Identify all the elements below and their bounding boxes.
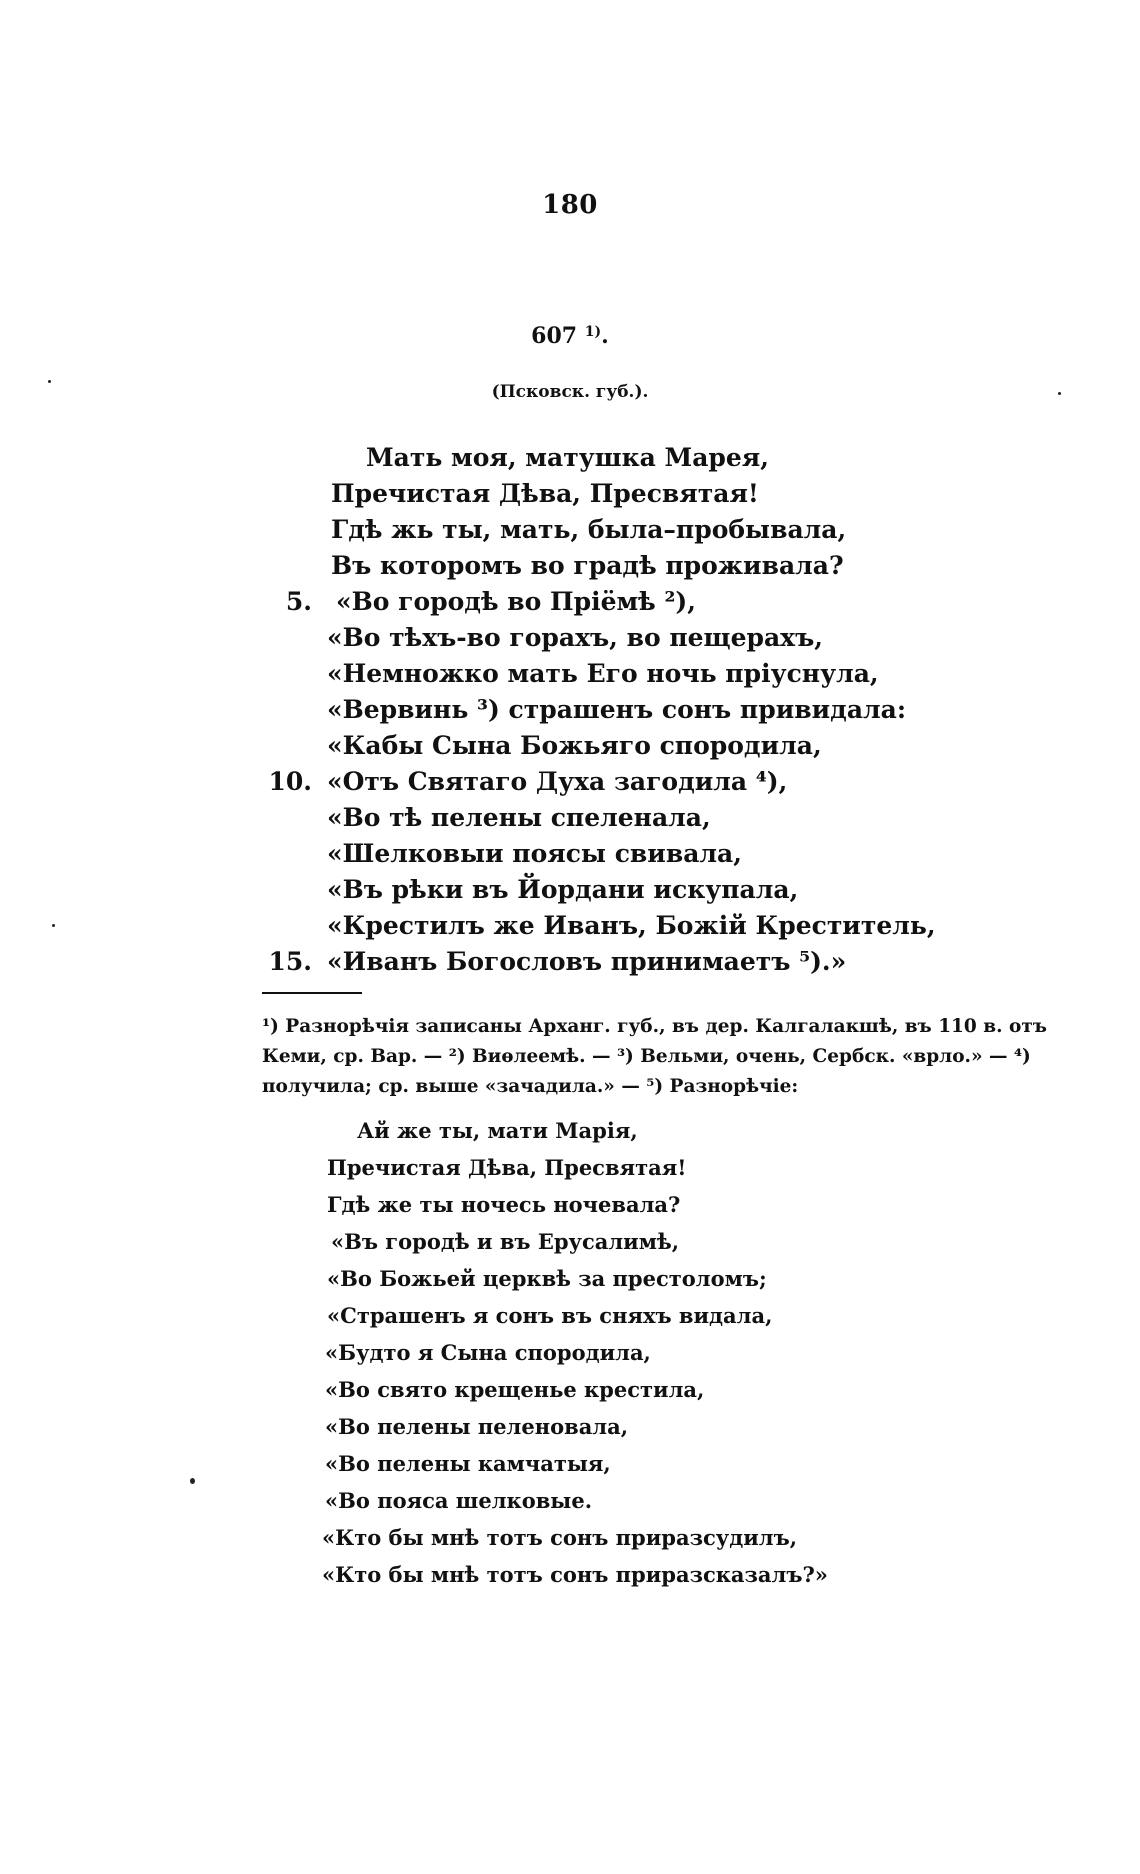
verse-line [0, 872, 1140, 908]
variant-text: «Во пелены пеленовала, [325, 1414, 629, 1439]
variant-line [0, 1297, 1140, 1334]
verse-text: «Въ рѣки въ Йордани искупала, [327, 875, 799, 904]
footnote-rule [262, 992, 362, 994]
verse-line [0, 944, 1140, 980]
speck-mark [1058, 392, 1061, 395]
song-note-ref: 1) [584, 324, 602, 340]
verse-text: «Кабы Сына Божьяго спородила, [327, 731, 822, 760]
variant-line [0, 1334, 1140, 1371]
verse-line [0, 692, 1140, 728]
verse-text: «Во тѣ пелены спеленала, [327, 803, 711, 832]
footnotes [262, 1012, 1072, 1102]
verse-text: «Немножко мать Его ночь пріуснула, [327, 659, 879, 688]
verse-line [0, 620, 1140, 656]
verse-line [0, 548, 1140, 584]
variant-text: «Во пояса шелковые. [325, 1488, 593, 1513]
song-verses [0, 440, 1140, 980]
footnote-line: Кеми, ср. Вар. — ²) Виѳлеемѣ. — ³) Вельми, очень, Сербск. «врло.» — ⁴) [262, 1046, 1031, 1067]
verse-text: «Иванъ Богословъ принимаетъ ⁵).» [327, 947, 847, 976]
variant-verses [0, 1112, 1140, 1593]
verse-line [0, 584, 1140, 620]
song-number: 607 $^{1)}$. [531, 323, 609, 349]
variant-text: «Кто бы мнѣ тотъ сонъ приразсказалъ?» [322, 1562, 828, 1587]
song-number-value: 607 [531, 323, 578, 349]
speck-mark [52, 924, 55, 927]
verse-text: Пречистая Дѣва, Пресвятая! [331, 479, 759, 508]
verse-text: «Вервинь ³) страшенъ сонъ привидала: [327, 695, 907, 724]
variant-line [0, 1556, 1140, 1593]
verse-number: 15. [268, 947, 312, 976]
variant-line [0, 1149, 1140, 1186]
verse-text: Гдѣ жь ты, мать, была–пробывала, [331, 515, 847, 544]
verse-line [0, 836, 1140, 872]
variant-line [0, 1482, 1140, 1519]
verse-line [0, 656, 1140, 692]
page-number: 180 [542, 190, 598, 220]
variant-text: «Въ городѣ и въ Ерусалимѣ, [331, 1229, 680, 1254]
verse-line [0, 908, 1140, 944]
verse-line [0, 764, 1140, 800]
verse-text: «Шелковыи поясы свивала, [327, 839, 742, 868]
footnote-line: ¹) Разнорѣчія записаны Арханг. губ., въ дер. Калгалакшѣ, въ 110 в. отъ [262, 1016, 1047, 1037]
speck-mark [190, 1478, 195, 1484]
footnote-line: получила; ср. выше «зачадила.» — ⁵) Разнорѣчіе: [262, 1076, 799, 1097]
verse-number: 5. [285, 587, 312, 616]
variant-text: «Страшенъ я сонъ въ сняхъ видала, [327, 1303, 773, 1328]
speck-mark [48, 380, 51, 383]
variant-text: «Во свято крещенье крестила, [325, 1377, 705, 1402]
verse-line [0, 440, 1140, 476]
verse-line [0, 728, 1140, 764]
song-source: (Псковск. губ.). [491, 382, 649, 402]
verse-text: «Во городѣ во Пріёмѣ ²), [336, 587, 696, 616]
variant-line [0, 1519, 1140, 1556]
variant-text: «Кто бы мнѣ тотъ сонъ приразсудилъ, [322, 1525, 798, 1550]
verse-text: «Крестилъ же Иванъ, Божій Креститель, [327, 911, 936, 940]
variant-line [0, 1445, 1140, 1482]
verse-text: Въ которомъ во градѣ проживала? [331, 551, 844, 580]
variant-text: Гдѣ же ты ночесь ночевала? [327, 1192, 681, 1217]
variant-line [0, 1186, 1140, 1223]
variant-line [0, 1223, 1140, 1260]
variant-line [0, 1112, 1140, 1149]
verse-number: 10. [268, 767, 312, 796]
verse-line [0, 800, 1140, 836]
verse-line [0, 476, 1140, 512]
variant-text: «Во Божьей церквѣ за престоломъ; [327, 1266, 767, 1291]
variant-line [0, 1371, 1140, 1408]
verse-text: «Отъ Святаго Духа загодила ⁴), [327, 767, 788, 796]
variant-text: «Будто я Сына спородила, [325, 1340, 651, 1365]
variant-line [0, 1260, 1140, 1297]
variant-text: Пречистая Дѣва, Пресвятая! [327, 1155, 687, 1180]
verse-text: «Во тѣхъ-во горахъ, во пещерахъ, [327, 623, 823, 652]
variant-text: «Во пелены камчатыя, [325, 1451, 611, 1476]
verse-text: Мать моя, матушка Марея, [366, 443, 769, 472]
variant-line [0, 1408, 1140, 1445]
verse-line [0, 512, 1140, 548]
variant-text: Ай же ты, мати Марія, [357, 1118, 638, 1143]
